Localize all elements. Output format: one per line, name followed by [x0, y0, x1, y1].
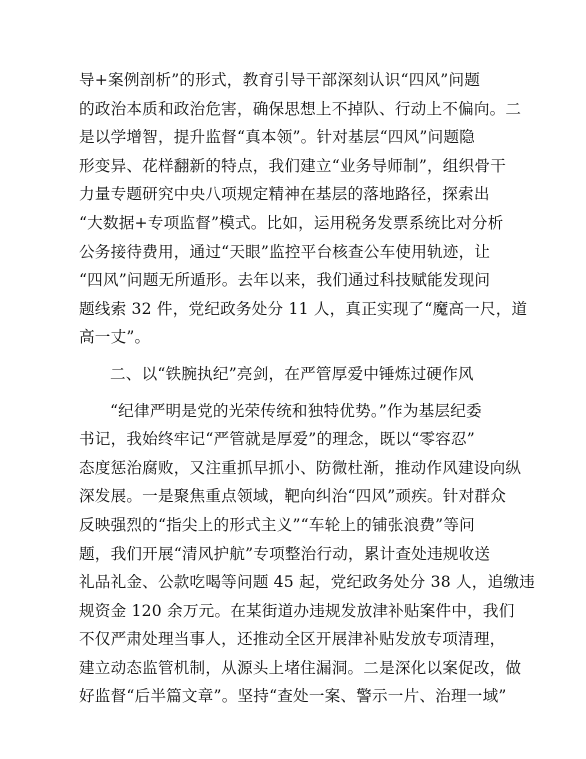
- paragraph-line: 好监督“后半篇文章”。坚持“查处一案、警示一片、治理一域”: [79, 687, 507, 706]
- paragraph-line: “纪律严明是党的光荣传统和独特优势。”作为基层纪委: [110, 401, 482, 420]
- paragraph-line: “大数据+专项监督”模式。比如，运用税务发票系统比对分析: [79, 213, 504, 232]
- paragraph-line: 的政治本质和政治危害，确保思想上不掉队、行动上不偏向。二: [79, 99, 522, 118]
- paragraph-line: 深发展。一是聚焦重点领域，靶向纠治“四风”顽疾。针对群众: [79, 487, 506, 506]
- paragraph-line: “四风”问题无所遁形。去年以来，我们通过科技赋能发现问: [79, 271, 491, 290]
- paragraph-line: 建立动态监管机制，从源头上堵住漏洞。二是深化以案促改，做: [79, 658, 522, 677]
- paragraph-line: 导+案例剖析”的形式，教育引导干部深刻认识“四风”问题: [79, 71, 481, 89]
- section-heading: 二、以“铁腕执纪”亮剑，在严管厚爱中锤炼过硬作风: [110, 364, 474, 383]
- paragraph-line: 书记，我始终牢记“严管就是厚爱”的理念，既以“零容忍”: [79, 430, 475, 449]
- paragraph-line: 高一丈”。: [79, 328, 151, 347]
- paragraph-line: 礼品礼金、公款吃喝等问题 45 起，党纪政务处分 38 人，追缴违: [79, 573, 535, 592]
- paragraph-line: 公务接待费用，通过“天眼”监控平台核查公车使用轨迹，让: [79, 242, 491, 261]
- paragraph-line: 态度惩治腐败，又注重抓早抓小、防微杜渐，推动作风建设向纵: [79, 458, 522, 477]
- document-body: [79, 66, 535, 711]
- paragraph-line: 反映强烈的“指尖上的形式主义”“车轮上的铺张浪费”等问: [79, 515, 475, 534]
- paragraph-line: 力量专题研究中央八项规定精神在基层的落地路径，探索出: [79, 185, 490, 204]
- paragraph-line: 不仅严肃处理当事人，还推动全区开展津补贴发放专项清理，: [79, 630, 506, 649]
- paragraph-line: 是以学增智，提升监督“真本领”。针对基层“四风”问题隐: [79, 128, 475, 147]
- paragraph-line: 规资金 120 余万元。在某街道办违规发放津补贴案件中，我们: [79, 601, 515, 620]
- paragraph-line: 题，我们开展“清风护航”专项整治行动，累计查处违规收送: [79, 544, 491, 563]
- paragraph-line: 形变异、花样翻新的特点，我们建立“业务导师制”，组织骨干: [79, 156, 506, 175]
- paragraph-line: 题线索 32 件，党纪政务处分 11 人，真正实现了“魔高一尺，道: [79, 299, 528, 318]
